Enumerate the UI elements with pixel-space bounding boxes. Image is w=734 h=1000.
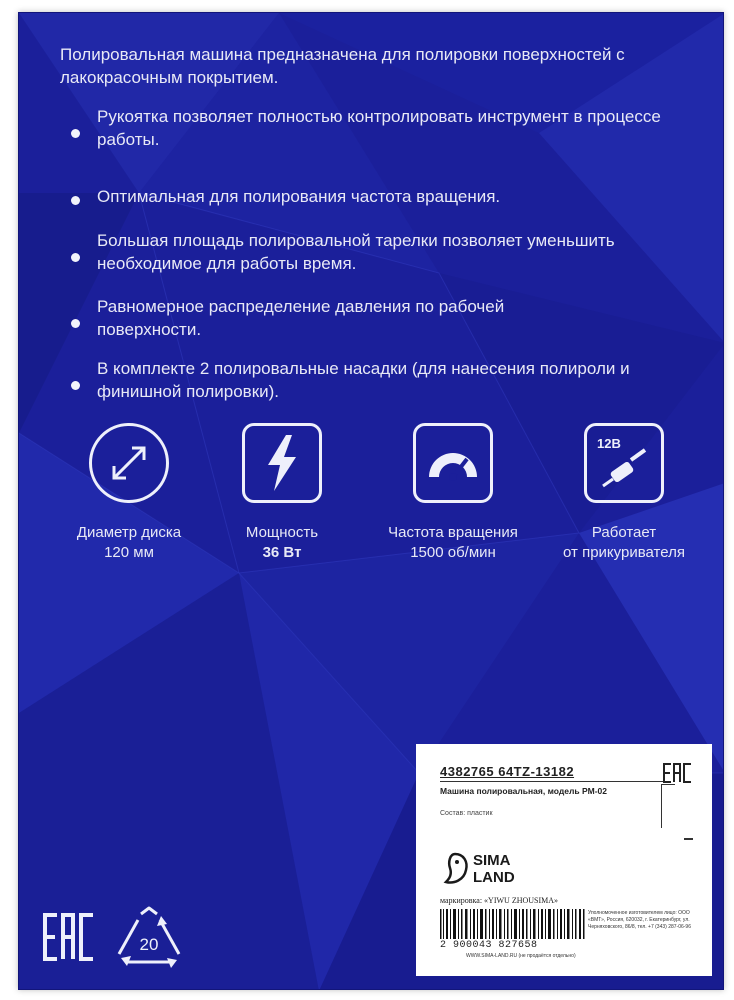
product-model: Машина полировальная, модель PM-02	[440, 786, 607, 796]
sima-land-logo-icon	[440, 850, 470, 888]
label-dash	[684, 838, 693, 840]
car-plug-icon	[584, 423, 664, 503]
feature-speed	[373, 423, 533, 563]
product-composition: Состав: пластик	[440, 810, 493, 817]
product-code: 4382765 64TZ-13182	[440, 764, 575, 779]
feature-label: Работает	[591, 524, 657, 541]
feature-power-source	[544, 423, 704, 563]
list-item: Большая площадь полировальной тарелки позволяет уменьшить необходимое для работы время.	[71, 229, 631, 275]
voltage-badge: 12В	[597, 436, 621, 451]
product-label	[416, 744, 712, 976]
label-bracket	[661, 784, 675, 828]
package-panel	[18, 12, 724, 990]
feature-diameter	[49, 423, 209, 563]
barcode-number: 2 900043 827658	[440, 940, 538, 951]
feature-value: от прикуривателя	[563, 544, 685, 561]
eac-icon	[662, 762, 694, 784]
recycle-icon	[111, 904, 187, 974]
diameter-arrow-icon	[89, 423, 169, 503]
recycle-number: 20	[139, 935, 159, 954]
lightning-icon	[242, 423, 322, 503]
feature-value: 36 Вт	[262, 544, 302, 561]
list-item: Равномерное распределение давления по рабочей поверхности.	[71, 295, 591, 341]
eac-icon	[41, 911, 97, 963]
feature-value: 1500 об/мин	[410, 544, 496, 561]
list-item: Рукоятка позволяет полностью контролировать инструмент в процессе работы.	[71, 105, 671, 151]
marking-text: маркировка: «YIWU ZHOUSIMA»	[440, 896, 559, 905]
list-item: В комплекте 2 полировальные насадки (для нанесения полироли и финишной полировки).	[71, 357, 681, 403]
intro-text: Полировальная машина предназначена для полировки поверхностей с лакокрасочным покрытием.	[60, 45, 625, 87]
site-text: WWW.SIMA-LAND.RU (не продаётся отдельно)	[466, 953, 576, 959]
list-item: Оптимальная для полирования частота вращения.	[71, 185, 671, 208]
maker-info: Уполномоченное изготовителем лицо: ООО «ВМТ», Россия, 620032, г. Екатеринбург, ул. Черняховского, 86/8, тел. +7 (343) 287-06-96	[588, 910, 691, 930]
speedometer-icon	[413, 423, 493, 503]
feature-label: Мощность	[245, 524, 319, 541]
feature-label: Частота вращения	[388, 524, 518, 541]
feature-power	[202, 423, 362, 563]
label-divider	[440, 781, 666, 782]
feature-label: Диаметр диска	[76, 524, 182, 541]
barcode	[440, 909, 585, 939]
brand-name: SIMA LAND	[473, 852, 515, 886]
feature-value: 120 мм	[104, 544, 154, 561]
